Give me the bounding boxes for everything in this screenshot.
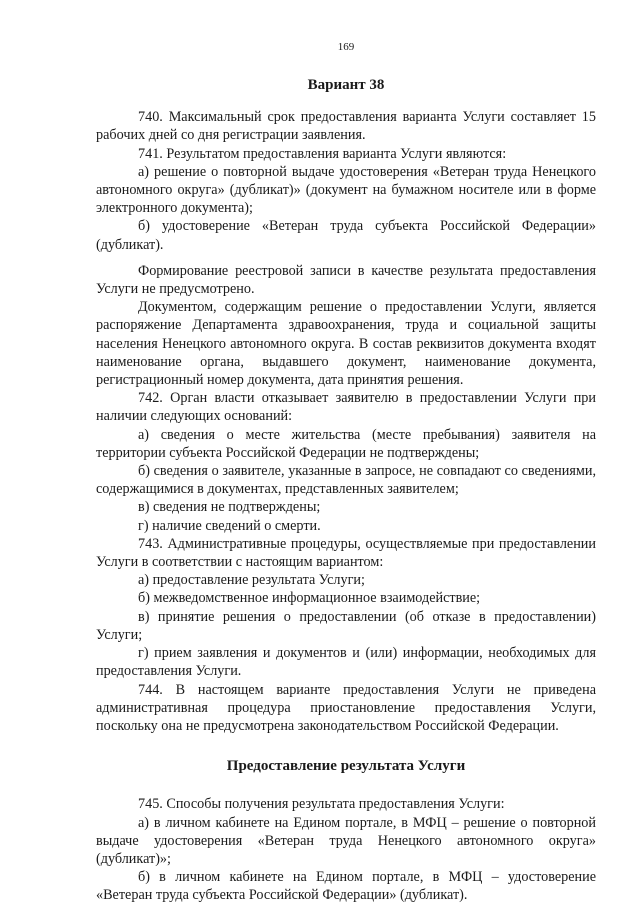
paragraph-744: 744. В настоящем варианте предоставления Услуги не приведена административная процедура приостановление предоставления Услуги, поскольку она не предусмотрена законодательством Российской Федерации.: [96, 681, 596, 734]
paragraph-743: 743. Административные процедуры, осуществляемые при предоставлении Услуги в соответствии с настоящим вариантом:: [96, 535, 596, 571]
paragraph-742-v: в) сведения не подтверждены;: [138, 499, 321, 516]
paragraph-742-g: г) наличие сведений о смерти.: [138, 517, 321, 534]
paragraph-741-b: б) удостоверение «Ветеран труда субъекта Российской Федерации» (дубликат).: [96, 218, 596, 253]
paragraph-740: 740. Максимальный срок предоставления варианта Услуги составляет 15 рабочих дней со дня регистрации заявления.: [96, 109, 596, 144]
paragraph-registry-note: Формирование реестровой записи в качестве результата предоставления Услуги не предусмотрено.: [96, 262, 596, 298]
page-number: 169: [337, 41, 355, 53]
paragraph-745-a: а) в личном кабинете на Едином портале, в МФЦ – решение о повторной выдаче удостоверения «Ветеран труда Ненецкого автономного округа» (дубликат)»;: [96, 814, 596, 867]
paragraph-741: 741. Результатом предоставления варианта Услуги являются:: [138, 145, 507, 162]
paragraph-743-v: в) принятие решения о предоставлении (об отказе в предоставлении) Услуги;: [96, 608, 596, 643]
paragraph-742: 742. Орган власти отказывает заявителю в предоставлении Услуги при наличии следующих оснований:: [96, 390, 596, 425]
paragraph-742-a: а) сведения о месте жительства (месте пребывания) заявителя на территории субъекта Российской Федерации не подтверждены;: [96, 426, 596, 461]
paragraph-745: 745. Способы получения результата предоставления Услуги:: [138, 796, 505, 813]
paragraph-743-a: а) предоставление результата Услуги;: [138, 572, 365, 589]
paragraph-742-b: б) сведения о заявителе, указанные в запросе, не совпадают со сведениями, содержащимися в документах, представленных заявителем;: [96, 463, 596, 498]
section-title: Предоставление результата Услуги: [226, 758, 466, 775]
paragraph-745-b: б) в личном кабинете на Едином портале, в МФЦ – удостоверение «Ветеран труда субъекта Российской Федерации» (дубликат).: [96, 869, 596, 904]
paragraph-decision-document: Документом, содержащим решение о предоставлении Услуги, является распоряжение Департамента здравоохранения, труда и социальной защиты населения Ненецкого автономного округа. В состав реквизитов документа входят наименование органа, выдавшего документ, наименование документа, регистрационный номер документа, дата принятия решения.: [96, 299, 596, 389]
paragraph-743-b: б) межведомственное информационное взаимодействие;: [138, 590, 481, 607]
document-page: [96, 40, 596, 905]
paragraph-741-a: а) решение о повторной выдаче удостоверения «Ветеран труда Ненецкого автономного округа» (дубликат)» (документ на бумажном носителе или в форме электронного документа);: [96, 163, 596, 217]
variant-title: Вариант 38: [307, 77, 385, 93]
paragraph-743-g: г) прием заявления и документов и (или) информации, необходимых для предоставления Услуги.: [96, 645, 596, 680]
